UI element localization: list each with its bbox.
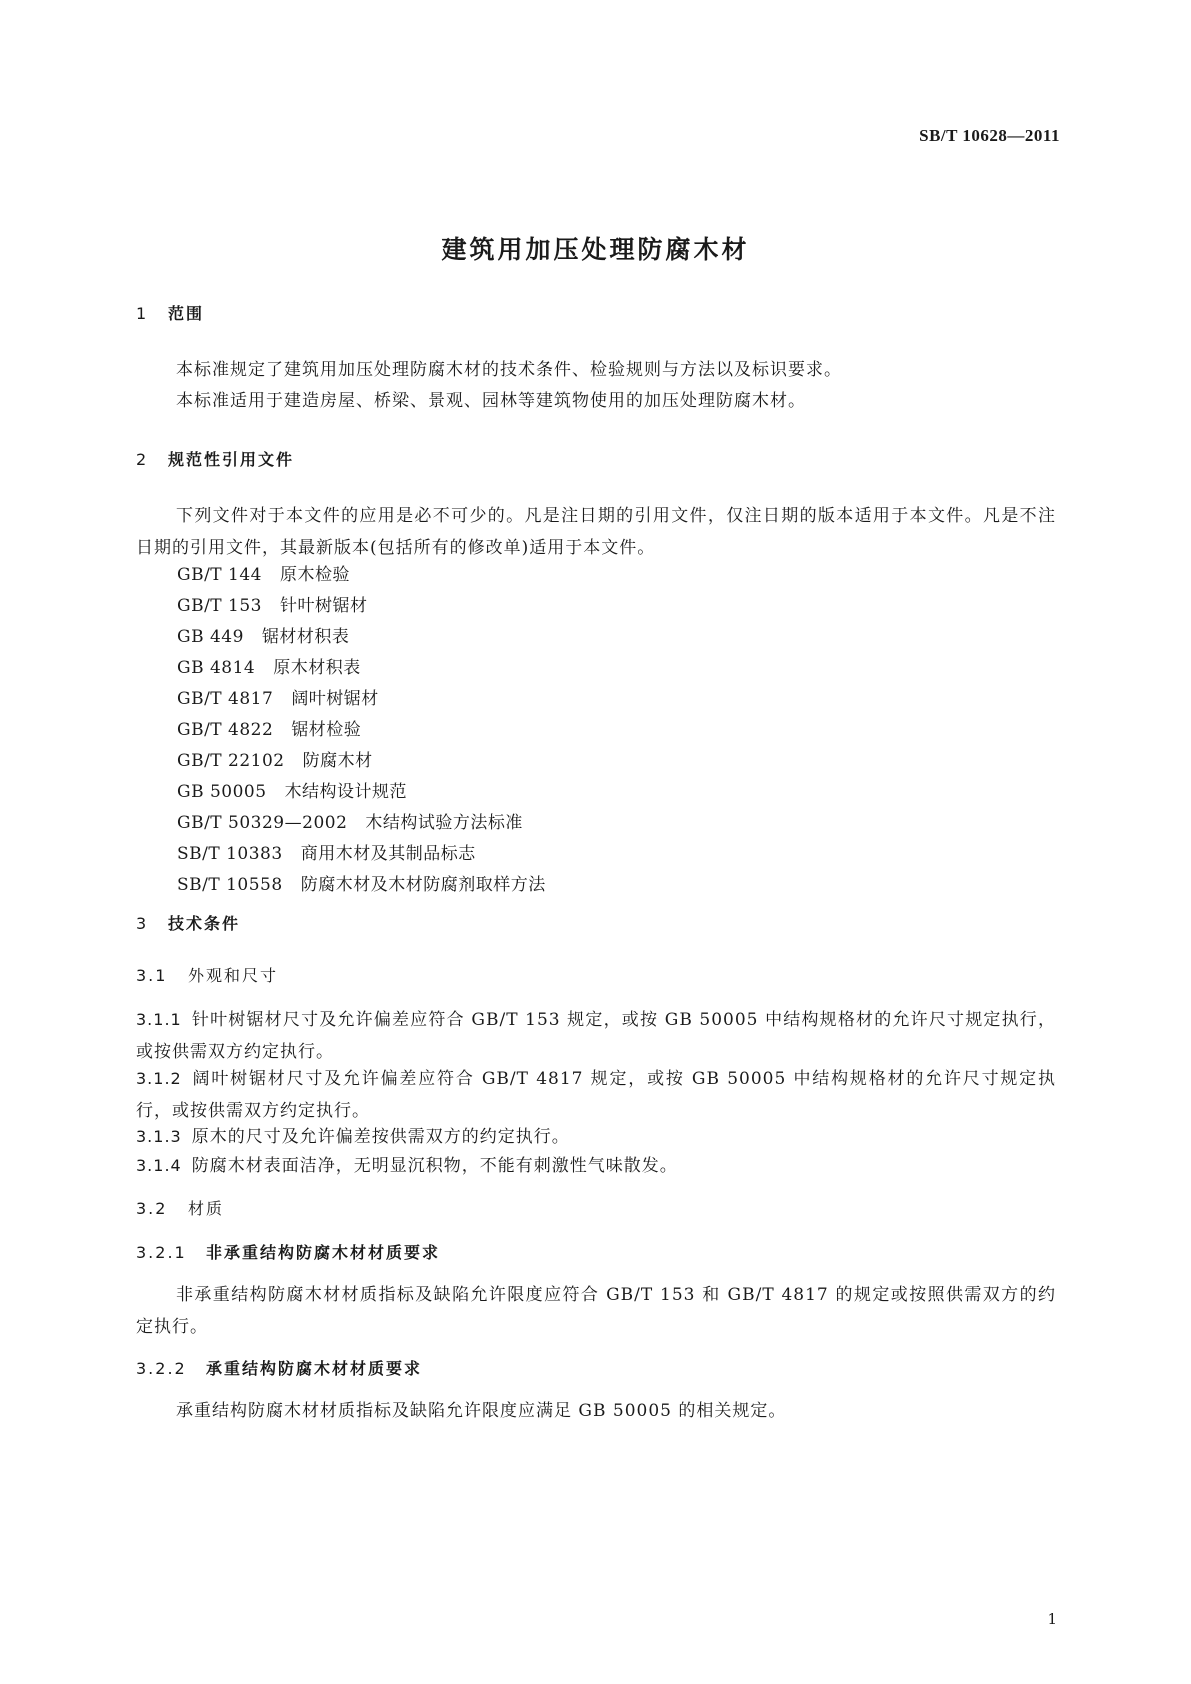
normative-reference-list — [177, 560, 546, 901]
section-2-heading — [136, 447, 1056, 470]
clause-title: 承重结构防腐木材材质要求 — [206, 1359, 423, 1378]
clause-number: 3.1.1 — [136, 1010, 182, 1029]
subsection-title: 外观和尺寸 — [188, 966, 279, 985]
clause-text: 针叶树锯材尺寸及允许偏差应符合 GB/T 153 规定，或按 GB 50005 中结构规格材的允许尺寸规定执行，或按供需双方约定执行。 — [136, 1010, 1056, 1062]
reference-code: GB 449 — [177, 627, 244, 647]
reference-code: GB 4814 — [177, 658, 256, 678]
clause-3-2-2-heading — [136, 1356, 1056, 1379]
clause-number: 3.2.1 — [136, 1243, 187, 1262]
clause-3-1-2 — [136, 1063, 1056, 1127]
section-1-heading — [136, 301, 1056, 324]
subsection-number: 3.2 — [136, 1199, 168, 1218]
reference-code: GB/T 22102 — [177, 751, 285, 771]
clause-text: 防腐木材表面洁净，无明显沉积物，不能有刺激性气味散发。 — [191, 1156, 678, 1176]
clause-3-1-4 — [136, 1150, 1056, 1182]
section-3-heading — [136, 911, 1056, 934]
section-title: 技术条件 — [168, 914, 241, 933]
reference-title: 锯材检验 — [291, 720, 362, 740]
clause-3-2-2-text: 承重结构防腐木材材质指标及缺陷允许限度应满足 GB 50005 的相关规定。 — [176, 1401, 787, 1421]
section-1-paragraph-2: 本标准适用于建造房屋、桥梁、景观、园林等建筑物使用的加压处理防腐木材。 — [176, 391, 806, 411]
reference-title: 阔叶树锯材 — [291, 689, 379, 709]
reference-item — [177, 715, 546, 746]
reference-item — [177, 684, 546, 715]
section-title: 规范性引用文件 — [168, 450, 295, 469]
clause-3-1-1 — [136, 1004, 1056, 1068]
reference-title: 锯材材积表 — [261, 627, 350, 647]
reference-title: 防腐木材 — [302, 751, 373, 771]
clause-number: 3.1.4 — [136, 1156, 182, 1175]
reference-code: GB/T 4817 — [177, 689, 274, 709]
subsection-3-2-heading — [136, 1196, 1056, 1219]
reference-title: 木结构设计规范 — [284, 782, 408, 802]
section-2-intro: 下列文件对于本文件的应用是必不可少的。凡是注日期的引用文件，仅注日期的版本适用于本文件。凡是不注日期的引用文件，其最新版本(包括所有的修改单)适用于本文件。 — [136, 506, 1056, 558]
section-1-paragraph-1: 本标准规定了建筑用加压处理防腐木材的技术条件、检验规则与方法以及标识要求。 — [176, 360, 842, 380]
standard-code: SB/T 10628—2011 — [919, 126, 1060, 145]
subsection-title: 材质 — [188, 1199, 225, 1218]
subsection-number: 3.1 — [136, 966, 168, 985]
reference-code: GB/T 4822 — [177, 720, 274, 740]
section-title: 范围 — [168, 304, 205, 323]
reference-title: 木结构试验方法标准 — [365, 813, 523, 833]
clause-title: 非承重结构防腐木材材质要求 — [206, 1243, 441, 1262]
document-title: 建筑用加压处理防腐木材 — [441, 235, 750, 264]
reference-code: GB/T 144 — [177, 565, 262, 585]
section-number: 3 — [136, 914, 149, 933]
clause-number: 3.2.2 — [136, 1359, 187, 1378]
clause-number: 3.1.2 — [136, 1069, 182, 1088]
reference-item — [177, 622, 546, 653]
reference-code: GB/T 153 — [177, 596, 262, 616]
reference-title: 防腐木材及木材防腐剂取样方法 — [300, 875, 546, 895]
reference-title: 原木检验 — [280, 565, 350, 585]
reference-title: 针叶树锯材 — [280, 596, 368, 616]
reference-item — [177, 870, 546, 901]
reference-code: SB/T 10383 — [177, 844, 283, 864]
reference-item — [177, 653, 546, 684]
section-number: 2 — [136, 450, 149, 469]
reference-title: 原木材积表 — [273, 658, 361, 678]
clause-number: 3.1.3 — [136, 1127, 182, 1146]
section-number: 1 — [136, 304, 149, 323]
reference-item — [177, 808, 546, 839]
clause-text: 阔叶树锯材尺寸及允许偏差应符合 GB/T 4817 规定，或按 GB 50005 中结构规格材的允许尺寸规定执行，或按供需双方约定执行。 — [136, 1069, 1056, 1121]
reference-code: GB/T 50329—2002 — [177, 813, 348, 833]
reference-title: 商用木材及其制品标志 — [300, 844, 476, 864]
clause-3-2-1-heading — [136, 1240, 1056, 1263]
clause-3-1-3 — [136, 1121, 1056, 1153]
reference-code: SB/T 10558 — [177, 875, 283, 895]
reference-code: GB 50005 — [177, 782, 267, 802]
page-number: 1 — [1047, 1610, 1057, 1628]
reference-item — [177, 839, 546, 870]
clause-3-2-1-text: 非承重结构防腐木材材质指标及缺陷允许限度应符合 GB/T 153 和 GB/T 4817 的规定或按照供需双方的约定执行。 — [136, 1285, 1056, 1337]
reference-item — [177, 746, 546, 777]
clause-text: 原木的尺寸及允许偏差按供需双方的约定执行。 — [191, 1127, 570, 1147]
reference-item — [177, 777, 546, 808]
reference-item — [177, 560, 546, 591]
reference-item — [177, 591, 546, 622]
subsection-3-1-heading — [136, 963, 1056, 986]
